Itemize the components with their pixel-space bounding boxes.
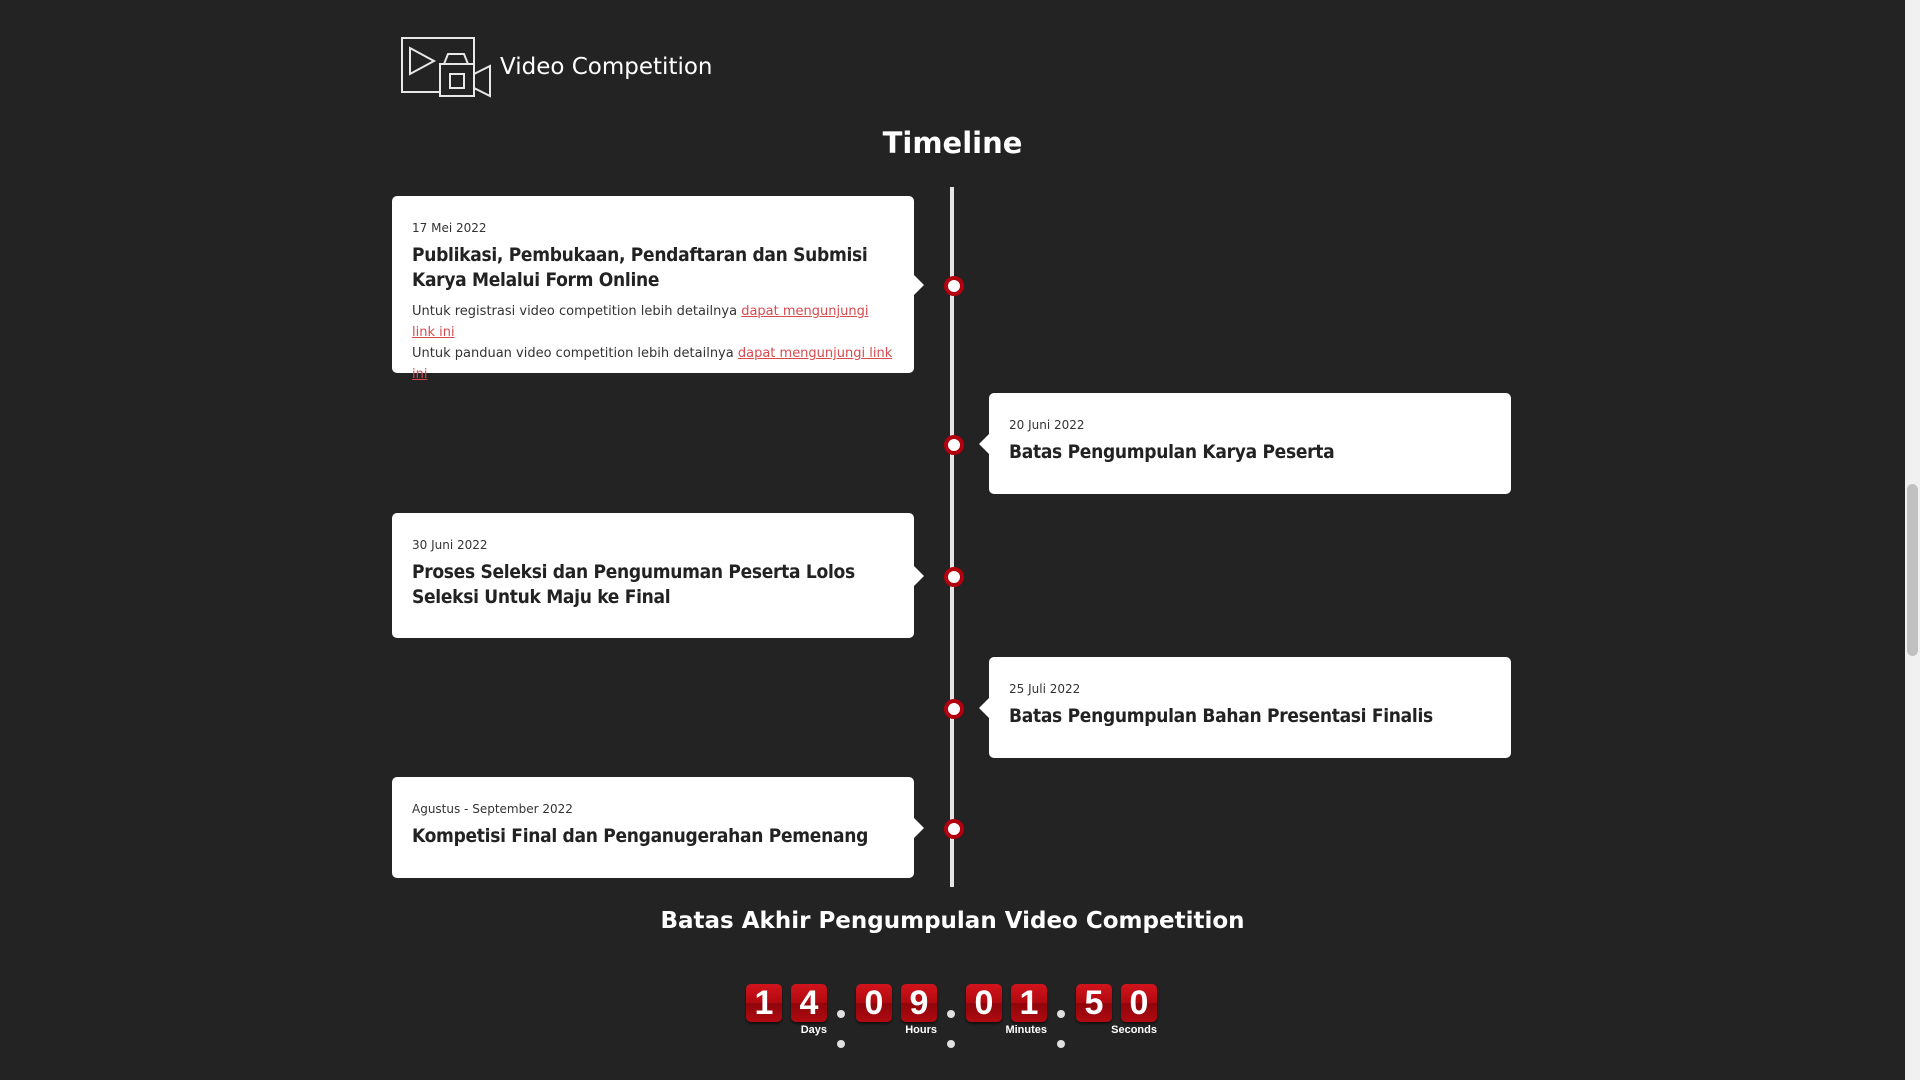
timeline-card xyxy=(392,777,914,878)
countdown-separator xyxy=(837,1010,845,1018)
countdown-digit: 9 xyxy=(901,984,937,1022)
card-text xyxy=(412,301,894,343)
timeline-card xyxy=(392,196,914,382)
countdown-separator xyxy=(837,1040,845,1048)
countdown-separator xyxy=(1057,1010,1065,1018)
timeline-heading: Timeline xyxy=(882,126,1023,160)
card-title: Proses Seleksi dan Pengumuman Peserta Lolos Seleksi Untuk Maju ke Final xyxy=(412,561,855,608)
countdown-digit: 1 xyxy=(746,984,782,1022)
card-date: Agustus - September 2022 xyxy=(412,802,573,816)
card-text xyxy=(412,343,894,385)
timeline-dot xyxy=(944,567,964,587)
card-date: 17 Mei 2022 xyxy=(412,221,487,235)
countdown-digit: 0 xyxy=(966,984,1002,1022)
video-camera-icon xyxy=(400,36,494,98)
timeline-dot xyxy=(944,819,964,839)
countdown-minutes xyxy=(966,984,1047,1036)
timeline-card xyxy=(989,657,1511,758)
timeline-dot xyxy=(944,699,964,719)
guide-link[interactable]: dapat mengunjungi link ini xyxy=(412,346,893,382)
card-title: Batas Pengumpulan Karya Peserta xyxy=(1009,441,1335,463)
card-date: 30 Juni 2022 xyxy=(412,538,488,552)
countdown-digit: 4 xyxy=(791,984,827,1022)
countdown-separator xyxy=(947,1040,955,1048)
card-date: 25 Juli 2022 xyxy=(1009,682,1081,696)
page-scrollbar[interactable] xyxy=(1905,0,1920,1080)
brand-title: Video Competition xyxy=(500,54,713,80)
registration-link[interactable]: dapat mengunjungi link ini xyxy=(412,304,869,340)
countdown-hours xyxy=(856,984,937,1036)
card-title: Publikasi, Pembukaan, Pendaftaran dan Submisi Karya Melalui Form Online xyxy=(412,244,868,291)
countdown-label: Seconds xyxy=(1111,1024,1157,1036)
scrollbar-thumb[interactable] xyxy=(1907,484,1918,656)
brand-header xyxy=(400,36,713,98)
card-text-registration: Untuk registrasi video competition lebih detailnya xyxy=(412,304,742,319)
timeline-dot xyxy=(944,276,964,296)
card-title: Batas Pengumpulan Bahan Presentasi Finalis xyxy=(1009,705,1433,727)
countdown-separator xyxy=(1057,1040,1065,1048)
countdown-title: Batas Akhir Pengumpulan Video Competition xyxy=(660,908,1245,934)
countdown-label: Days xyxy=(800,1024,827,1036)
timeline-card xyxy=(392,513,914,638)
countdown-separator xyxy=(947,1010,955,1018)
countdown-digit: 1 xyxy=(1011,984,1047,1022)
card-date: 20 Juni 2022 xyxy=(1009,418,1085,432)
card-title: Kompetisi Final dan Penganugerahan Pemenang xyxy=(412,825,869,847)
countdown-digit: 0 xyxy=(1121,984,1157,1022)
countdown-label: Hours xyxy=(905,1024,937,1036)
timeline-dot xyxy=(944,435,964,455)
card-text-guide: Untuk panduan video competition lebih detailnya xyxy=(412,346,738,361)
timeline-card xyxy=(989,393,1511,494)
countdown-days xyxy=(746,984,827,1036)
countdown-digit: 0 xyxy=(856,984,892,1022)
countdown-label: Minutes xyxy=(1005,1024,1047,1036)
countdown-digit: 5 xyxy=(1076,984,1112,1022)
countdown-seconds xyxy=(1076,984,1157,1036)
